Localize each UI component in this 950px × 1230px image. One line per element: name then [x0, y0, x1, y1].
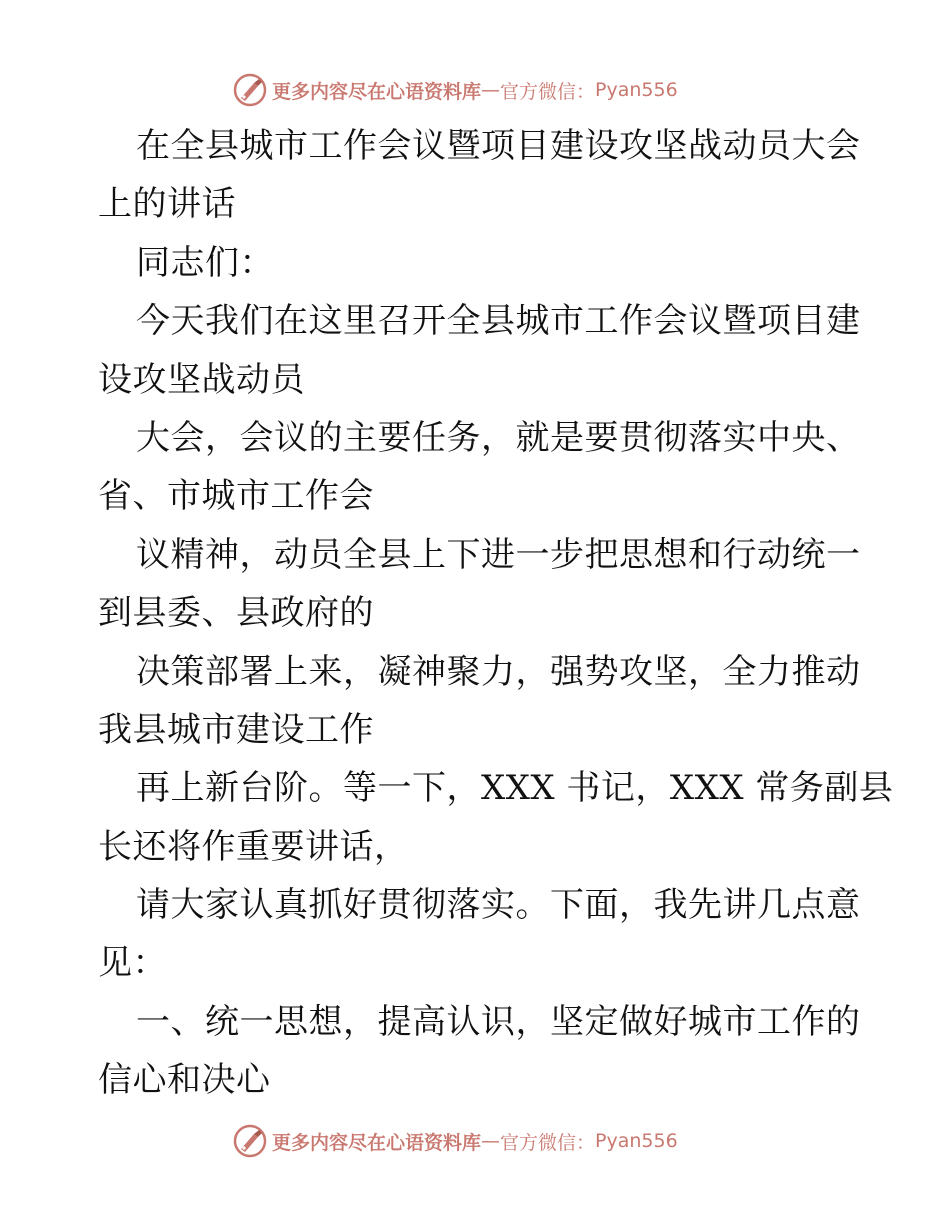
- text-line: 信心和决心: [98, 1060, 271, 1101]
- text-line: 决策部署上来，凝神聚力，强势攻坚，全力推动: [136, 651, 861, 692]
- text-line: 一、统一思想，提高认识，坚定做好城市工作的: [136, 1001, 861, 1042]
- text-line: 在全县城市工作会议暨项目建设攻坚战动员大会: [136, 126, 861, 166]
- text-line: 议精神，动员全县上下进一步把思想和行动统一: [136, 534, 861, 575]
- watermark-contact-label: 官方微信：: [500, 80, 596, 103]
- text-line: 设攻坚战动员: [98, 359, 305, 400]
- text-line: 同志们：: [136, 242, 274, 283]
- text-line: 我县城市建设工作: [98, 709, 374, 750]
- text-line: 大会，会议的主要任务，就是要贯彻落实中央、: [136, 417, 861, 458]
- pen-logo-icon: [232, 1123, 268, 1159]
- text-line: 上的讲话: [98, 184, 236, 225]
- text-line: 请大家认真抓好贯彻落实。下面，我先讲几点意: [136, 885, 861, 926]
- watermark-separator: —: [481, 79, 501, 101]
- watermark-wechat-id: Pyan556: [595, 79, 678, 101]
- text-line: 到县委、县政府的: [98, 593, 374, 634]
- watermark-separator: —: [481, 1130, 501, 1152]
- text-line: 长还将作重要讲话，: [98, 826, 409, 867]
- document-body: [98, 117, 894, 1110]
- text-line: 今天我们在这里召开全县城市工作会议暨项目建: [136, 301, 861, 342]
- text-line: 再上新台阶。等一下，XXX 书记，XXX 常务副县: [136, 768, 894, 809]
- watermark-header: [232, 70, 678, 110]
- watermark-footer: [232, 1121, 678, 1161]
- watermark-contact-label: 官方微信：: [500, 1131, 596, 1154]
- text-line: 见：: [98, 943, 167, 984]
- watermark-wechat-id: Pyan556: [595, 1130, 678, 1152]
- watermark-brand: 更多内容尽在心语资料库: [272, 1131, 482, 1154]
- text-line: 省、市城市工作会: [98, 476, 374, 517]
- watermark-brand: 更多内容尽在心语资料库: [272, 80, 482, 103]
- pen-logo-icon: [232, 72, 268, 108]
